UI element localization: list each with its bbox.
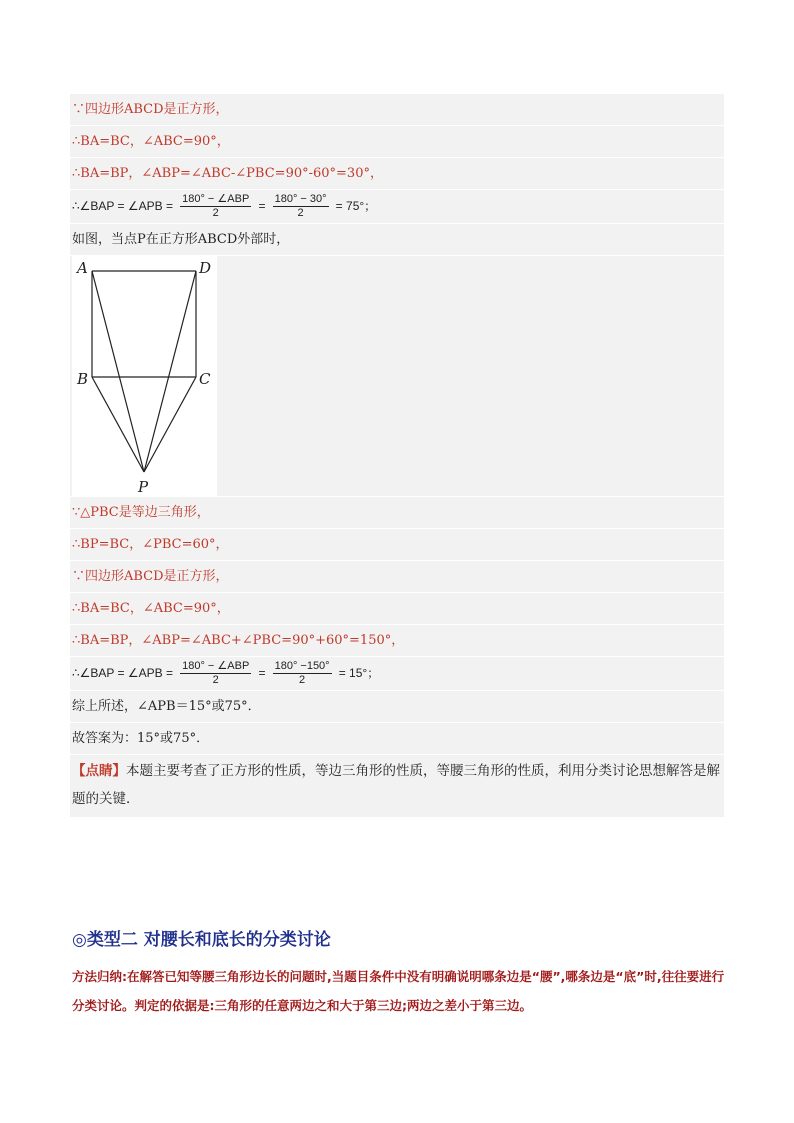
label-p: P [138, 478, 149, 496]
line-4-equation: ∴∠BAP = ∠APB = $\frac{\text{180° − ∠ABP}}{2}$ = $\frac{180^\circ - 30^\circ}{2}$ = 75°； [70, 190, 724, 224]
label-d: D [199, 259, 212, 277]
fraction-4: $\frac{180^\circ -150^\circ}{2}$ [274, 660, 330, 686]
line-11-equation: ∴∠BAP = ∠APB = $\frac{\text{180° − ∠ABP}}{2}$ = $\frac{180^\circ -150^\circ}{2}$ = 15°； [70, 657, 724, 691]
line-6: ∵△PBC是等边三角形， [70, 497, 724, 529]
label-a: A [77, 259, 88, 277]
fraction-1: $\frac{\text{180° − ∠ABP}}{2}$ [182, 193, 250, 219]
line-10: ∴BA=BP，∠ABP=∠ABC+∠PBC=90°+60°=150°， [70, 625, 724, 657]
line-5: 如图，当点P在正方形ABCD外部时， [70, 224, 724, 256]
comment-block [70, 755, 724, 817]
fraction-3: $\frac{\text{180° − ∠ABP}}{2}$ [182, 660, 250, 686]
line-8: ∵四边形ABCD是正方形， [70, 561, 724, 593]
method-summary: 方法归纳:在解答已知等腰三角形边长的问题时,当题目条件中没有明确说明哪条边是“腰”,哪条边是“底”时,往往要进行分类讨论。判定的依据是:三角形的任意两边之和大于第三边;两边之差小于第三边。 [72, 969, 725, 1013]
label-c: C [199, 370, 211, 388]
solution-panel [70, 94, 724, 817]
line-9: ∴BA=BC，∠ABC=90°， [70, 593, 724, 625]
square-triangle-figure [72, 256, 222, 496]
line-2: ∴BA=BC，∠ABC=90°， [70, 126, 724, 158]
line-7: ∴BP=BC，∠PBC=60°， [70, 529, 724, 561]
line-13-answer: 故答案为：15°或75°． [70, 723, 724, 755]
line-1: ∵四边形ABCD是正方形， [70, 94, 724, 126]
line-3: ∴BA=BP，∠ABP=∠ABC-∠PBC=90°-60°=30°， [70, 158, 724, 190]
label-b: B [77, 370, 89, 388]
comment-tag: 【点睛】 [72, 763, 126, 779]
comment-text: 本题主要考查了正方形的性质，等边三角形的性质，等腰三角形的性质，利用分类讨论思想解答是解题的关键． [72, 763, 720, 807]
section-title: ◎类型二 对腰长和底长的分类讨论 [72, 930, 331, 950]
fraction-2: $\frac{180^\circ - 30^\circ}{2}$ [274, 193, 327, 219]
figure-background [72, 256, 217, 496]
geometry-figure-row [70, 256, 724, 497]
line-12-summary: 综上所述，∠APB＝15°或75°． [70, 691, 724, 723]
